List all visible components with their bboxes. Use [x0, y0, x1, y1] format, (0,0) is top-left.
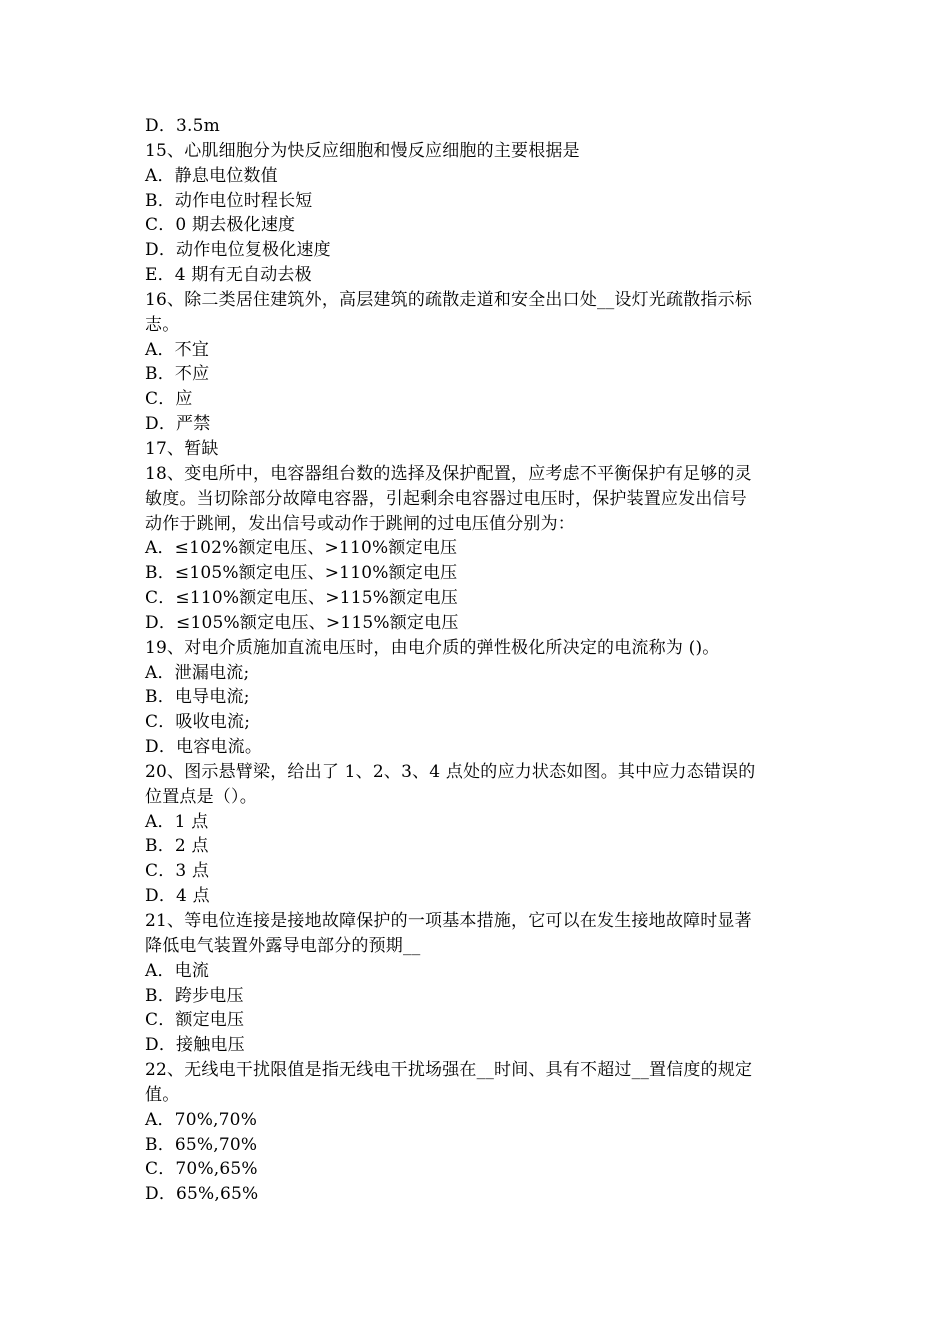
- question-18-cont: 敏度。当切除部分故障电容器，引起剩余电容器过电压时，保护装置应发出信号: [145, 488, 747, 509]
- answer-option: D．3.5m: [145, 116, 220, 136]
- answer-option: A．泄漏电流;: [145, 662, 250, 683]
- answer-option: B．2 点: [145, 836, 209, 857]
- answer-option: C．额定电压: [145, 1010, 245, 1031]
- answer-option: B．动作电位时程长短: [145, 190, 313, 211]
- answer-option: D．≤105%额定电压、>115%额定电压: [145, 612, 459, 633]
- answer-option: B．≤105%额定电压、>110%额定电压: [145, 563, 458, 584]
- question-18-cont: 动作于跳闸，发出信号或动作于跳闸的过电压值分别为：: [145, 513, 575, 534]
- answer-option: A．静息电位数值: [145, 165, 278, 186]
- question-22: 22、无线电干扰限值是指无线电干扰场强在__时间、具有不超过__置信度的规定: [145, 1060, 753, 1081]
- answer-option: B．65%,70%: [145, 1134, 258, 1155]
- answer-option: B．电导电流;: [145, 687, 250, 708]
- question-18: 18、变电所中，电容器组台数的选择及保护配置，应考虑不平衡保护有足够的灵: [145, 463, 752, 484]
- answer-option: D．电容电流。: [145, 737, 263, 758]
- question-16: 16、除二类居住建筑外，高层建筑的疏散走道和安全出口处__设灯光疏散指示标: [145, 289, 753, 310]
- question-19: 19、对电介质施加直流电压时，由电介质的弹性极化所决定的电流称为 ()。: [145, 637, 720, 658]
- answer-option: A．70%,70%: [145, 1109, 258, 1130]
- answer-option: B．不应: [145, 364, 210, 385]
- answer-option: D．动作电位复极化速度: [145, 240, 331, 261]
- answer-option: A．≤102%额定电压、>110%额定电压: [145, 538, 458, 559]
- answer-option: D．接触电压: [145, 1035, 245, 1056]
- answer-option: A．电流: [145, 960, 210, 981]
- answer-option: A．不宜: [145, 339, 210, 360]
- answer-option: C．应: [145, 389, 193, 410]
- answer-option: C．70%,65%: [145, 1159, 258, 1180]
- question-17: 17、暂缺: [145, 438, 219, 459]
- answer-option: C．≤110%额定电压、>115%额定电压: [145, 588, 458, 609]
- answer-option: C．0 期去极化速度: [145, 215, 296, 236]
- question-20: 20、图示悬臂梁，给出了 1、2、3、4 点处的应力状态如图。其中应力态错误的: [145, 761, 756, 782]
- answer-option: D．严禁: [145, 414, 211, 435]
- question-20-cont: 位置点是（）。: [145, 786, 257, 807]
- question-16-cont: 志。: [145, 314, 180, 335]
- answer-option: B．跨步电压: [145, 985, 244, 1006]
- question-15: 15、心肌细胞分为快反应细胞和慢反应细胞的主要根据是: [145, 140, 580, 161]
- answer-option: A．1 点: [145, 811, 209, 832]
- question-21: 21、等电位连接是接地故障保护的一项基本措施，它可以在发生接地故障时显著: [145, 911, 752, 931]
- answer-option: C．吸收电流;: [145, 712, 251, 733]
- answer-option: D．4 点: [145, 886, 210, 907]
- question-21-cont: 降低电气装置外露导电部分的预期__: [145, 935, 421, 956]
- document-text: [145, 114, 810, 1207]
- answer-option: D．65%,65%: [145, 1184, 259, 1205]
- answer-option: E．4 期有无自动去极: [145, 265, 312, 286]
- question-22-cont: 值。: [145, 1084, 180, 1105]
- answer-option: C．3 点: [145, 861, 210, 882]
